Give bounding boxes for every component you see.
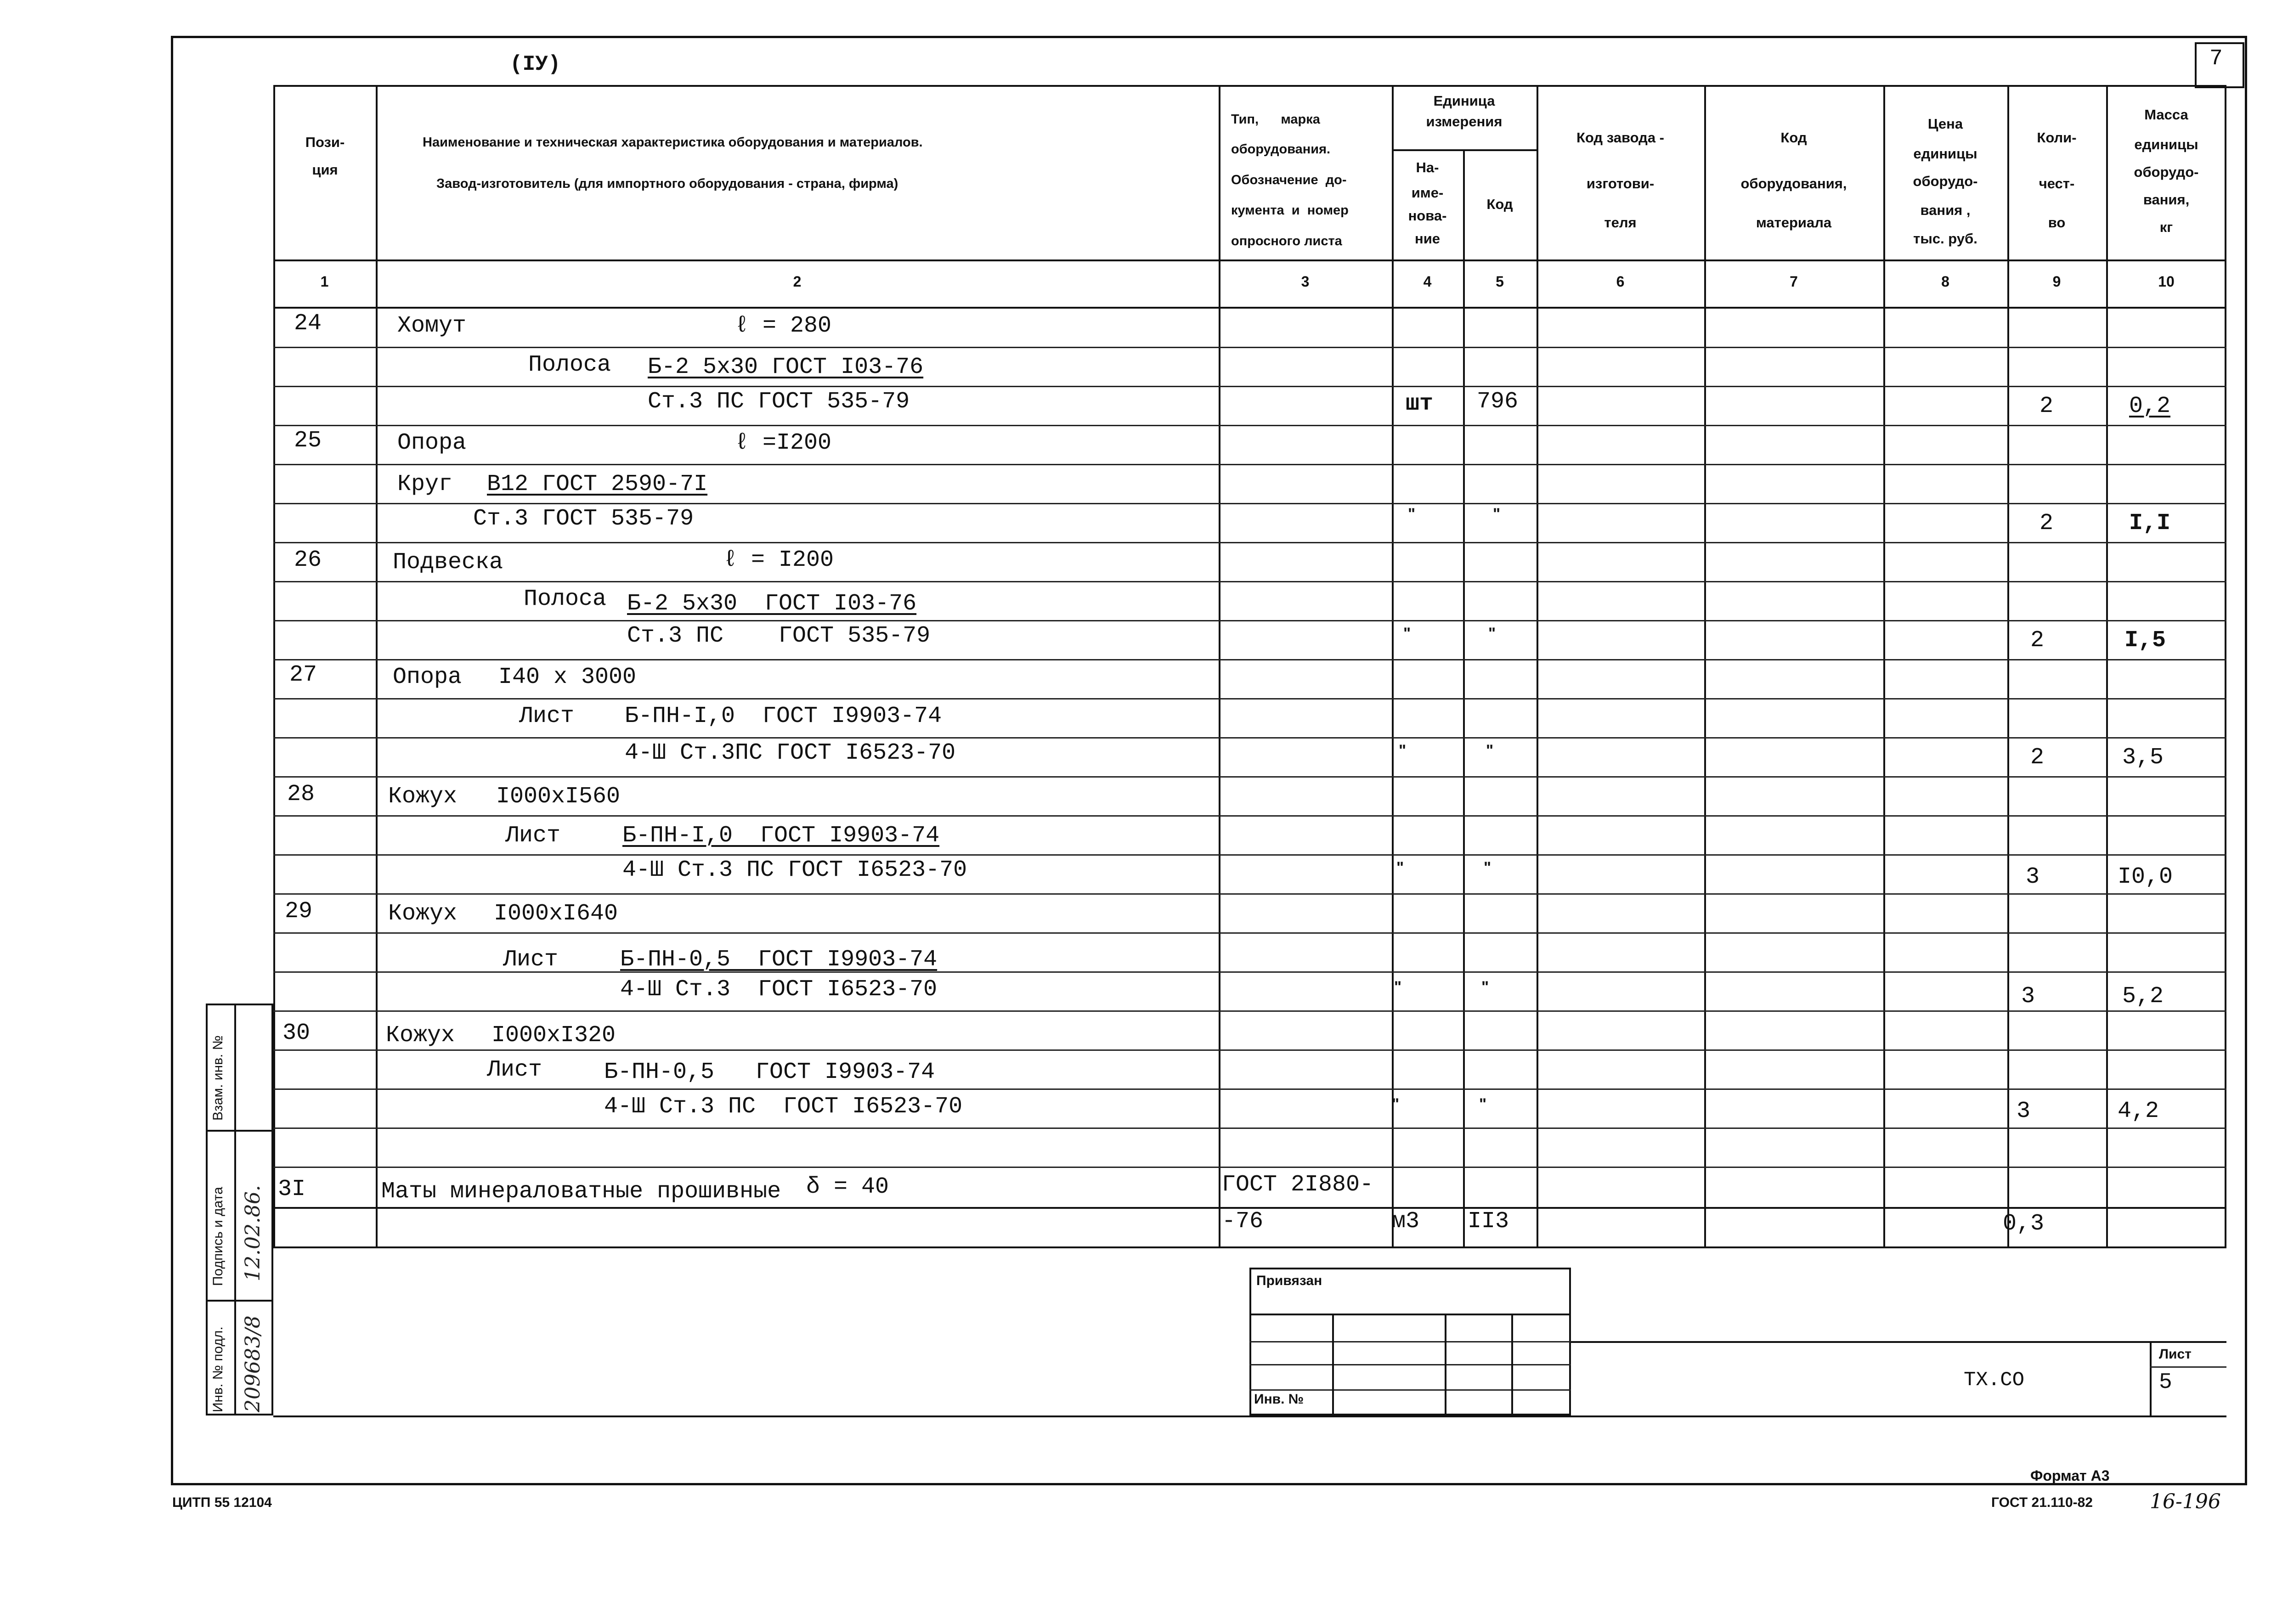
header-qty-l1: Коли- — [2037, 130, 2077, 146]
row29-name: Кожух — [388, 901, 458, 927]
row25-len: ℓ =I200 — [735, 430, 832, 456]
footer-left: ЦИТП 55 12104 — [172, 1495, 272, 1510]
header-eqcode-l3: материала — [1756, 214, 1832, 231]
row-line — [273, 1010, 2226, 1012]
row31-doc-l1: ГОСТ 2I880- — [1222, 1172, 1374, 1198]
row-line — [273, 893, 2226, 895]
header-factory-l1: Код завода - — [1576, 130, 1664, 146]
row27-sub1: Б-ПН-I,0 ГОСТ I9903-74 — [625, 703, 942, 729]
row31-code: II3 — [1468, 1208, 1509, 1235]
row25-qty: 2 — [2039, 510, 2054, 536]
row28-sub2: 4-Ш Ст.3 ПС ГОСТ I6523-70 — [622, 857, 967, 883]
header-type-l2: оборудования. — [1231, 142, 1331, 157]
title-block-sheet-col — [2150, 1341, 2152, 1415]
row24-code: 796 — [1477, 389, 1519, 415]
row-line — [273, 347, 2226, 348]
row28-mass: I0,0 — [2118, 864, 2173, 890]
row27-sub1-label: Лист — [519, 703, 575, 729]
title-block-bottom — [273, 1415, 2226, 1417]
row25-mass: I,I — [2129, 510, 2171, 536]
colnum-4: 4 — [1423, 273, 1432, 290]
row-line — [273, 1167, 2226, 1168]
header-unit-name-l1: На- — [1416, 159, 1439, 175]
header-type-l3: Обозначение до- — [1231, 173, 1347, 187]
row24-name: Хомут — [397, 313, 467, 339]
colnum-7: 7 — [1790, 273, 1798, 290]
row24-pos: 24 — [294, 310, 322, 337]
row-line — [273, 971, 2226, 973]
row30-code: " — [1479, 1095, 1487, 1113]
format-label: Формат А3 — [2030, 1467, 2110, 1484]
row31-name: Маты минераловатные прошивные — [381, 1179, 781, 1205]
header-price-l3: оборудо- — [1913, 173, 1978, 189]
colnum-3: 3 — [1301, 273, 1310, 290]
title-block-sheet-divider — [2150, 1366, 2226, 1368]
side-stamp-divider — [234, 1004, 236, 1415]
row28-sub1: Б-ПН-I,0 ГОСТ I9903-74 — [622, 823, 940, 849]
row25-sub1-label: Круг — [397, 471, 453, 497]
header-type-l4: кумента и номер — [1231, 203, 1349, 218]
row28-sub1-label: Лист — [505, 823, 561, 849]
header-price-l1: Цена — [1927, 116, 1963, 132]
row-line — [273, 815, 2226, 817]
header-mass-l5: кг — [2159, 219, 2173, 235]
bound-stamp-col — [1511, 1314, 1513, 1415]
header-pos-text: Пози-ция — [305, 134, 345, 178]
row30-sub2: 4-Ш Ст.3 ПС ГОСТ I6523-70 — [604, 1094, 963, 1120]
row-line — [273, 542, 2226, 543]
footer-right: ГОСТ 21.110-82 — [1991, 1495, 2093, 1510]
unit-group-divider — [1392, 149, 1537, 151]
side-label-signature: Подпись и дата — [210, 1187, 226, 1286]
header-price-l2: единицы — [1913, 146, 1977, 162]
title-block-top — [1571, 1341, 2226, 1343]
row31-unit: м3 — [1392, 1208, 1420, 1235]
row24-qty: 2 — [2039, 393, 2054, 419]
row-line — [273, 698, 2226, 699]
row-line — [273, 1088, 2226, 1090]
row-line — [273, 737, 2226, 739]
row31-doc-l2: -76 — [1222, 1208, 1264, 1235]
row28-name: Кожух — [388, 784, 458, 810]
header-unit-name-l3: нова- — [1408, 208, 1447, 224]
row27-mass: 3,5 — [2122, 744, 2164, 771]
row29-mass: 5,2 — [2122, 983, 2164, 1009]
header-pos — [276, 129, 374, 184]
row25-unit: " — [1408, 505, 1416, 523]
row-line — [273, 503, 2226, 504]
row27-code: " — [1486, 742, 1494, 759]
row30-unit: " — [1392, 1095, 1400, 1113]
row26-len: ℓ = I200 — [723, 547, 834, 573]
side-stamp-row — [206, 1300, 273, 1302]
header-unit-l1: Единица — [1433, 93, 1495, 109]
row26-sub1: Б-2 5х30 ГОСТ I03-76 — [627, 591, 917, 617]
row24-unit: шт — [1406, 391, 1434, 417]
row-line — [273, 1049, 2226, 1051]
header-qty-l2: чест- — [2039, 175, 2075, 192]
row31-qty: 0,3 — [2003, 1211, 2045, 1237]
colnum-9: 9 — [2052, 273, 2061, 290]
sheet-label: Лист — [2159, 1347, 2192, 1362]
row28-pos: 28 — [287, 781, 315, 807]
bound-stamp-line — [1249, 1364, 1571, 1365]
row-line — [273, 464, 2226, 465]
row24-len: ℓ = 280 — [735, 313, 832, 339]
row-line — [273, 386, 2226, 387]
row-line — [273, 854, 2226, 856]
header-factory-l3: теля — [1604, 214, 1637, 231]
row25-pos: 25 — [294, 428, 322, 454]
row28-code: " — [1484, 859, 1491, 876]
row25-name: Опора — [397, 430, 467, 456]
row31-pos: 3I — [278, 1176, 306, 1202]
colnum-bottom — [273, 307, 2226, 309]
row-line — [273, 1128, 2226, 1129]
row25-code: " — [1493, 505, 1501, 523]
row30-pos: 30 — [282, 1020, 311, 1046]
row27-unit: " — [1399, 742, 1407, 759]
bound-stamp-line — [1249, 1389, 1571, 1391]
header-type-l1: Тип, марка — [1231, 112, 1320, 127]
row27-sub2: 4-Ш Ст.3ПС ГОСТ I6523-70 — [625, 740, 956, 766]
row27-pos: 27 — [289, 662, 317, 688]
row30-name: Кожух — [386, 1022, 455, 1049]
row28-qty: 3 — [2026, 864, 2040, 890]
bound-stamp-col — [1332, 1314, 1334, 1415]
row-line — [273, 932, 2226, 934]
row-line — [273, 581, 2226, 582]
side-value-date: 12.02.86. — [241, 1185, 265, 1281]
row26-mass: I,5 — [2124, 627, 2166, 654]
row-line — [273, 659, 2226, 660]
header-mass-l2: единицы — [2134, 136, 2198, 152]
side-value-inv: 209683/8 — [241, 1315, 265, 1412]
row29-code: " — [1481, 978, 1489, 996]
sheet-number: 5 — [2159, 1370, 2172, 1395]
colnum-10: 10 — [2158, 273, 2175, 290]
bound-stamp-line — [1249, 1314, 1571, 1315]
side-label-inv-podl: Инв. № подл. — [210, 1326, 226, 1412]
row30-len: I000хI320 — [491, 1022, 616, 1049]
side-label-vzam: Взам. инв. № — [210, 1035, 226, 1121]
colnum-5: 5 — [1496, 273, 1504, 290]
bound-label: Привязан — [1256, 1273, 1322, 1288]
row26-unit: " — [1403, 625, 1411, 642]
header-qty-l3: во — [2048, 214, 2066, 231]
header-mass-l1: Масса — [2144, 107, 2188, 123]
row-line — [273, 425, 2226, 426]
row30-sub1: Б-ПН-0,5 ГОСТ I9903-74 — [604, 1059, 935, 1085]
header-eqcode-l2: оборудования, — [1740, 175, 1847, 192]
row29-pos: 29 — [285, 898, 313, 925]
row26-sub2: Ст.3 ПС ГОСТ 535-79 — [627, 623, 931, 649]
header-unit-name-l4: ние — [1414, 231, 1441, 247]
row29-unit: " — [1394, 978, 1402, 996]
colnum-1: 1 — [320, 273, 329, 290]
colnum-8: 8 — [1941, 273, 1949, 290]
row27-name: Опора — [393, 664, 462, 690]
row29-qty: 3 — [2021, 983, 2035, 1009]
row27-len: I40 х 3000 — [498, 664, 637, 690]
row29-sub1-label: Лист — [503, 947, 559, 973]
footer-hand: 16-196 — [2150, 1490, 2221, 1513]
row28-len: I000хI560 — [496, 784, 621, 810]
row29-sub1: Б-ПН-0,5 ГОСТ I9903-74 — [620, 947, 938, 973]
row26-code: " — [1488, 625, 1496, 642]
row30-qty: 3 — [2017, 1098, 2031, 1124]
header-factory-l2: изготови- — [1586, 175, 1655, 192]
row28-unit: " — [1396, 859, 1404, 876]
row27-qty: 2 — [2030, 744, 2045, 771]
row24-sub1: Б-2 5х30 ГОСТ I03-76 — [648, 354, 924, 380]
header-name-line1: Наименование и техническая характеристика оборудования и материалов. — [423, 135, 923, 150]
header-unit-code: Код — [1486, 196, 1513, 212]
row-line — [273, 776, 2226, 778]
header-unit-l2: измерения — [1426, 113, 1503, 130]
colnum-2: 2 — [793, 273, 802, 290]
row29-len: I000хI640 — [494, 901, 618, 927]
header-price-l5: тыс. руб. — [1913, 231, 1977, 247]
header-eqcode-l1: Код — [1780, 130, 1807, 146]
row25-sub1: B12 ГОСТ 2590-7I — [487, 471, 708, 497]
header-bottom — [273, 259, 2226, 261]
row26-sub1-label: Полоса — [524, 586, 607, 612]
inv-label: Инв. № — [1254, 1392, 1304, 1407]
row26-pos: 26 — [294, 547, 322, 573]
row24-sub2: Ст.3 ПС ГОСТ 535-79 — [648, 389, 910, 415]
row24-mass: 0,2 — [2129, 393, 2171, 419]
header-mass-l3: оборудо- — [2134, 164, 2199, 180]
side-stamp-row — [206, 1130, 273, 1132]
title-stamp: ТХ.СО — [1964, 1369, 2025, 1392]
section-mark: (IУ) — [510, 52, 561, 76]
row29-sub2: 4-Ш Ст.3 ГОСТ I6523-70 — [620, 976, 938, 1003]
header-price-l4: вания , — [1920, 202, 1971, 218]
row30-sub1-label: Лист — [487, 1057, 542, 1083]
row26-name: Подвеска — [393, 549, 503, 575]
header-type-l5: опросного листа — [1231, 234, 1342, 248]
row25-sub2: Ст.3 ГОСТ 535-79 — [473, 506, 694, 532]
header-mass-l4: вания, — [2143, 192, 2190, 208]
row30-mass: 4,2 — [2118, 1098, 2159, 1124]
row31-len: δ = 40 — [806, 1174, 889, 1200]
colnum-6: 6 — [1616, 273, 1625, 290]
row24-sub1-label: Полоса — [528, 352, 611, 378]
bound-stamp-col — [1445, 1314, 1446, 1415]
row26-qty: 2 — [2030, 627, 2045, 654]
corner-number: 7 — [2209, 46, 2223, 71]
header-unit-name-l2: име- — [1411, 185, 1444, 201]
header-name-line2: Завод-изготовитель (для импортного оборудования - страна, фирма) — [436, 176, 898, 191]
bound-stamp-line — [1249, 1341, 1571, 1342]
row-line — [273, 620, 2226, 621]
